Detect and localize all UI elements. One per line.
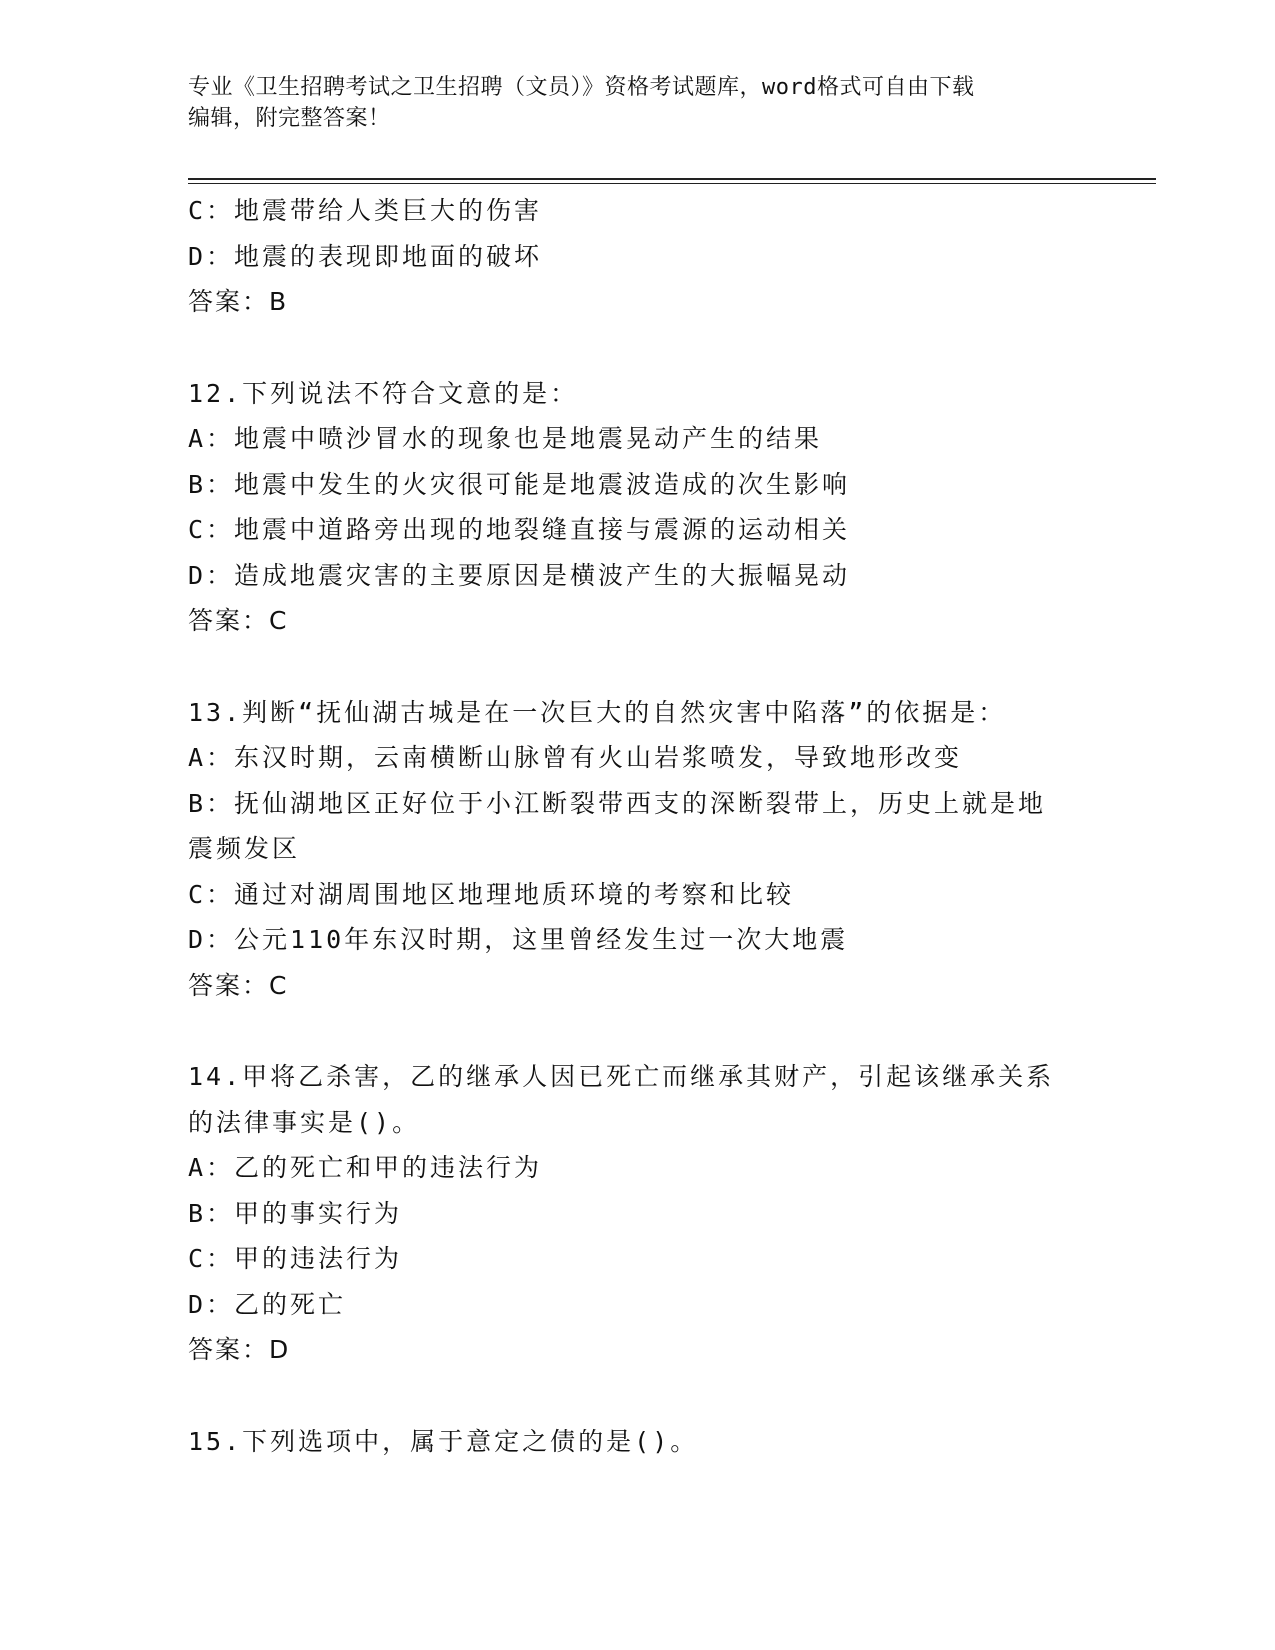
option-d: D：地震的表现即地面的破坏 [188,241,543,271]
option-a: A：东汉时期，云南横断山脉曾有火山岩浆喷发，导致地形改变 [188,743,963,772]
header-title-line-1: 专业《卫生招聘考试之卫生招聘（文员）》资格考试题库，word格式可自由下载 [188,75,975,100]
question-stem: 12.下列说法不符合文意的是： [188,378,579,408]
document-body [188,188,1088,1464]
option-b: B：甲的事实行为 [188,1198,403,1228]
option-c: C：地震带给人类巨大的伤害 [188,196,543,225]
option-c: C：甲的违法行为 [188,1244,403,1273]
question-14 [188,1054,1088,1373]
document-header [188,72,1088,134]
option-a: A：地震中喷沙冒水的现象也是地震晃动产生的结果 [188,424,823,453]
question-stem: 15.下列选项中，属于意定之债的是()。 [188,1426,699,1456]
option-c: C：地震中道路旁出现的地裂缝直接与震源的运动相关 [188,515,851,544]
option-d: D：公元110年东汉时期，这里曾经发生过一次大地震 [188,925,849,954]
option-d: D：造成地震灾害的主要原因是横波产生的大振幅晃动 [188,560,851,590]
answer: 答案：D [188,1335,291,1364]
question-stem: 13.判断“抚仙湖古城是在一次巨大的自然灾害中陷落”的依据是： [188,697,1007,727]
option-b-continued: 震频发区 [188,834,301,863]
answer: 答案：C [188,606,289,635]
question-12 [188,371,1088,644]
header-divider-thick [188,178,1156,180]
question-stem: 14.甲将乙杀害，乙的继承人因已死亡而继承其财产，引起该继承关系 [188,1062,1055,1091]
option-a: A：乙的死亡和甲的违法行为 [188,1153,543,1182]
question-stem-continued: 的法律事实是()。 [188,1107,421,1137]
answer: 答案：B [188,287,289,316]
option-b: B：地震中发生的火灾很可能是地震波造成的次生影响 [188,469,851,499]
question-13 [188,690,1088,1009]
header-title-line-2: 编辑，附完整答案！ [188,106,391,131]
option-b: B：抚仙湖地区正好位于小江断裂带西支的深断裂带上，历史上就是地 [188,788,1047,818]
answer: 答案：C [188,970,289,1000]
header-divider-thin [188,183,1156,184]
question-11-tail [188,188,1088,325]
question-15 [188,1419,1088,1465]
option-c: C：通过对湖周围地区地理地质环境的考察和比较 [188,879,795,909]
option-d: D：乙的死亡 [188,1289,347,1319]
